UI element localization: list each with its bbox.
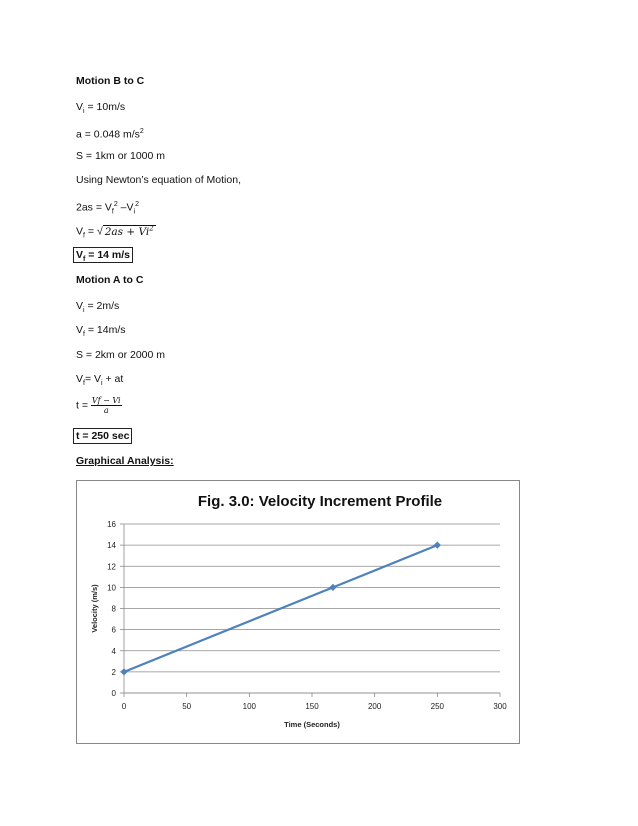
velocity-chart: [77, 481, 519, 743]
time-fraction: $\frac{Vf - Vi}{a}$: [91, 396, 121, 415]
final-velocity-result: $V_f = 14$ m/s: [76, 249, 133, 266]
acceleration-line: a = 0.048 $m/s^2$: [76, 128, 144, 141]
final-velocity-a-line: $V_f = 14m/s$: [76, 324, 126, 339]
x-axis-label: Time (Seconds): [284, 720, 340, 729]
y-tick-label: 12: [107, 562, 116, 572]
data-point-marker: [120, 668, 127, 675]
time-formula-line: t = $\frac{Vf - Vi}{a}$: [76, 396, 121, 415]
equation-of-motion-line: $2as = V_f^2$ $-V_i^2$: [76, 201, 139, 216]
y-tick-label: 4: [111, 646, 116, 656]
y-tick-label: 16: [107, 520, 116, 529]
time-result: t = 250 sec: [76, 430, 132, 443]
x-tick-label: 0: [121, 702, 127, 711]
x-tick-label: 300: [493, 702, 507, 711]
y-tick-label: 6: [111, 625, 116, 635]
motion-a-heading: Motion A to C: [76, 274, 144, 286]
y-tick-label: 8: [111, 604, 116, 614]
x-tick-label: 50: [182, 702, 192, 711]
x-tick-label: 150: [305, 702, 319, 711]
y-tick-label: 14: [107, 541, 116, 551]
y-tick-label: 10: [107, 583, 116, 593]
initial-velocity-a-line: $V_i = 2m/s$: [76, 300, 120, 315]
using-equation-line: Using Newton’s equation of Motion,: [76, 174, 241, 186]
graphical-analysis-heading: Graphical Analysis:: [76, 455, 174, 467]
x-tick-label: 100: [242, 702, 257, 711]
distance-a-line: S = 2km or 2000 m: [76, 349, 165, 361]
data-point-marker: [434, 542, 441, 549]
initial-velocity-line: $V_i = 10m/s$: [76, 101, 126, 116]
y-tick-label: 0: [111, 689, 116, 698]
x-tick-label: 200: [367, 702, 382, 711]
sqrt-sign-icon: √: [96, 225, 103, 238]
distance-line: S = 1km or 1000 m: [76, 150, 165, 162]
y-axis-label: Velocity (m/s): [90, 584, 99, 633]
velocity-chart-frame: [76, 480, 520, 744]
x-tick-label: 250: [430, 702, 445, 711]
chart-title: Fig. 3.0: Velocity Increment Profile: [197, 493, 443, 510]
y-tick-label: 2: [111, 667, 116, 677]
data-point-marker: [329, 584, 336, 591]
velocity-time-equation-line: $V_f= V_i$ + at: [76, 373, 124, 388]
motion-b-heading: Motion B to C: [76, 75, 145, 87]
final-velocity-sqrt-line: $V_f$ = √ $2as + Vi^2$: [76, 224, 154, 240]
